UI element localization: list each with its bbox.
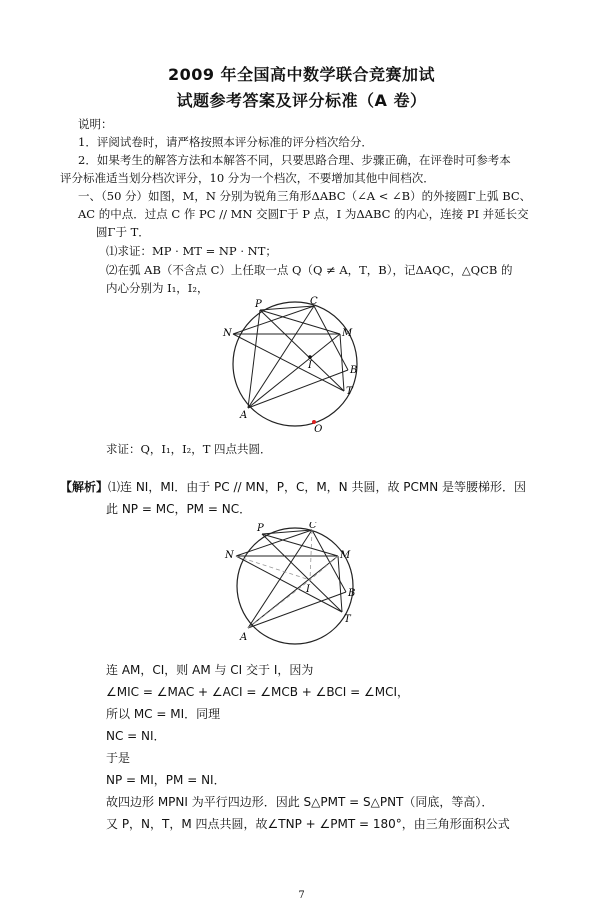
fig2-label-a: A (240, 632, 248, 643)
instruction-item-2a: 2．如果考生的解答方法和本解答不同，只要思路合理、步骤正确，在评卷时可参考本 (78, 153, 511, 167)
solution-line1: ⑴连 NI，MI．由于 PC // MN，P，C，M，N 共圆，故 PCMN 是等腰梯形．因 (108, 480, 527, 494)
fig2-label-b: B (348, 588, 356, 599)
problem-statement-line1: 一、（50 分）如图，M，N 分别为锐角三角形ΔABC（∠A < ∠B）的外接圆Γ上弧 BC、 (78, 189, 532, 203)
fig2-label-i: I (306, 584, 310, 595)
fig1-label-m: M (342, 328, 353, 339)
solution-line4: ∠MIC = ∠MAC + ∠ACI = ∠MCB + ∠BCI = ∠MCI， (106, 685, 410, 699)
page-number: 7 (298, 890, 305, 901)
solution-line3: 连 AM，CI，则 AM 与 CI 交于 I，因为 (106, 663, 314, 677)
problem-prove-statement: 求证：Q，I₁，I₂，T 四点共圆． (106, 442, 272, 456)
fig1-label-n: N (223, 328, 232, 339)
fig1-label-t: T (346, 386, 353, 397)
fig1-label-p: P (255, 299, 262, 310)
problem-statement-line3: 圆Γ于 T． (96, 225, 150, 239)
problem-part2a: ⑵在弧 AB（不含点 C）上任取一点 Q（Q ≠ A，T，B），记ΔAQC，△QCB 的 (106, 263, 513, 277)
fig1-label-i: I (308, 360, 312, 371)
fig1-label-c: C (310, 296, 318, 307)
problem-part2b: 内心分别为 I₁，I₂， (106, 281, 209, 295)
solution-tag: 【解析】 (60, 480, 109, 494)
fig2-label-m: M (340, 550, 351, 561)
problem-statement-line2: AC 的中点．过点 C 作 PC // MN 交圆Γ于 P 点，I 为ΔABC 的内心，连接 PI 并延长交 (78, 207, 529, 221)
solution-line9: 故四边形 MPNI 为平行四边形．因此 S△PMT = S△PNT（同底，等高）． (106, 795, 494, 809)
solution-line6: NC = NI． (106, 729, 166, 743)
solution-line10: 又 P，N，T，M 四点共圆，故∠TNP + ∠PMT = 180°，由三角形面积公式 (106, 817, 510, 831)
fig1-label-b: B (350, 365, 358, 376)
problem-part1: ⑴求证：MP · MT = NP · NT； (106, 244, 277, 258)
solution-line8: NP = MI，PM = NI． (106, 773, 226, 787)
fig2-label-c: C (309, 522, 317, 531)
fig1-label-a: A (240, 410, 248, 421)
fig1-label-q: Q (314, 424, 323, 432)
fig2-label-t: T (344, 614, 351, 625)
paper-title-line1: 2009 年全国高中数学联合竞赛加试 (167, 65, 436, 84)
fig2-label-n: N (225, 550, 234, 561)
solution-line5: 所以 MC = MI．同理 (106, 707, 221, 721)
instruction-item-1: 1．评阅试卷时，请严格按照本评分标准的评分档次给分． (78, 135, 373, 149)
solution-line7: 于是 (106, 751, 131, 765)
geometry-figure-2 (222, 522, 372, 650)
solution-line2: 此 NP = MC，PM = NC． (106, 502, 252, 516)
paper-title-line2: 试题参考答案及评分标准（A 卷） (176, 91, 427, 110)
instruction-item-2b: 评分标准适当划分档次评分，10 分为一个档次，不要增加其他中间档次． (60, 171, 435, 185)
fig2-label-p: P (257, 523, 264, 534)
geometry-figure-1 (222, 296, 372, 432)
instructions-heading: 说明： (78, 117, 113, 131)
